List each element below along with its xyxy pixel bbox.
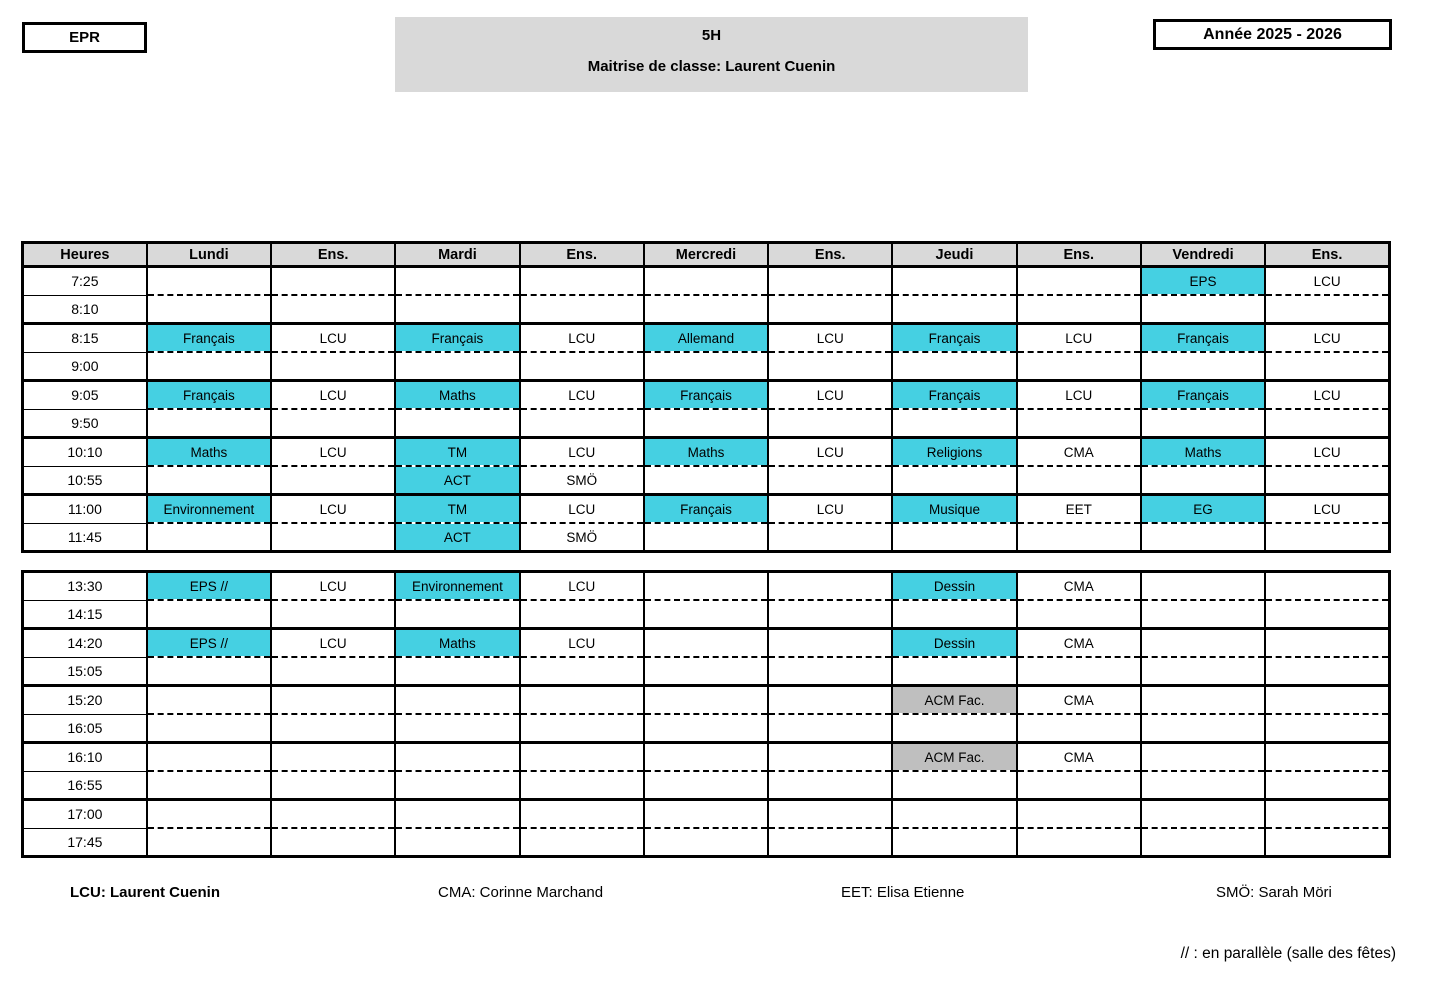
- period-start-row: [23, 743, 1390, 772]
- teacher-cell: EET: [1017, 495, 1141, 524]
- column-header: Lundi: [147, 243, 271, 267]
- column-header: Mercredi: [644, 243, 768, 267]
- subject-cell: Français: [892, 324, 1016, 353]
- subject-cell: Maths: [644, 438, 768, 467]
- subject-cell: Français: [395, 324, 519, 353]
- subject-cell: [892, 771, 1016, 800]
- teacher-cell: [768, 352, 892, 381]
- subject-cell: ACT: [395, 466, 519, 495]
- subject-cell: [1141, 523, 1265, 552]
- subject-cell: [1141, 466, 1265, 495]
- subject-cell: Maths: [395, 381, 519, 410]
- teacher-cell: LCU: [271, 629, 395, 658]
- period-end-row: [23, 714, 1390, 743]
- teacher-cell: [1017, 352, 1141, 381]
- subject-cell: EPS //: [147, 572, 271, 601]
- subject-cell: [892, 657, 1016, 686]
- teacher-cell: [1017, 466, 1141, 495]
- teacher-cell: [768, 771, 892, 800]
- subject-cell: Environnement: [147, 495, 271, 524]
- column-header: Ens.: [768, 243, 892, 267]
- column-header: Jeudi: [892, 243, 1016, 267]
- school-year-box: [1153, 19, 1392, 50]
- subject-cell: Dessin: [892, 572, 1016, 601]
- period-start-row: [23, 572, 1390, 601]
- teacher-cell: [768, 714, 892, 743]
- legend-lcu: LCU: Laurent Cuenin: [70, 884, 220, 901]
- teacher-cell: LCU: [1265, 267, 1389, 296]
- legend-smo: SMÖ: Sarah Möri: [1216, 884, 1332, 901]
- teacher-cell: SMÖ: [520, 523, 644, 552]
- subject-cell: [395, 828, 519, 857]
- subject-cell: [892, 295, 1016, 324]
- subject-cell: [147, 771, 271, 800]
- class-name: 5H: [701, 27, 722, 44]
- time-cell: 16:05: [23, 714, 147, 743]
- subject-cell: [644, 600, 768, 629]
- teacher-cell: [768, 295, 892, 324]
- teacher-cell: [1265, 572, 1389, 601]
- legend-eet: EET: Elisa Etienne: [841, 884, 965, 901]
- subject-cell: Français: [644, 495, 768, 524]
- period-start-row: [23, 324, 1390, 353]
- time-cell: 15:20: [23, 686, 147, 715]
- teacher-cell: [520, 352, 644, 381]
- teacher-cell: CMA: [1017, 438, 1141, 467]
- subject-cell: Maths: [147, 438, 271, 467]
- time-cell: 8:10: [23, 295, 147, 324]
- teacher-cell: SMÖ: [520, 466, 644, 495]
- teacher-cell: [1017, 267, 1141, 296]
- period-start-row: [23, 267, 1390, 296]
- period-end-row: [23, 828, 1390, 857]
- school-year-label: Année 2025 - 2026: [1203, 25, 1342, 43]
- time-cell: 11:45: [23, 523, 147, 552]
- teacher-cell: [1265, 352, 1389, 381]
- teacher-cell: [1265, 743, 1389, 772]
- subject-cell: [1141, 600, 1265, 629]
- teacher-cell: [768, 409, 892, 438]
- period-end-row: [23, 295, 1390, 324]
- subject-cell: [644, 352, 768, 381]
- subject-cell: [147, 600, 271, 629]
- teacher-cell: [1265, 409, 1389, 438]
- teacher-cell: LCU: [271, 381, 395, 410]
- teacher-cell: CMA: [1017, 572, 1141, 601]
- teacher-cell: [520, 267, 644, 296]
- period-end-row: [23, 466, 1390, 495]
- time-cell: 17:00: [23, 800, 147, 829]
- subject-cell: [644, 572, 768, 601]
- teacher-cell: [1265, 800, 1389, 829]
- subject-cell: [644, 267, 768, 296]
- teacher-cell: [271, 743, 395, 772]
- subject-cell: ACM Fac.: [892, 686, 1016, 715]
- teacher-cell: [768, 629, 892, 658]
- teacher-cell: [271, 523, 395, 552]
- column-header: Ens.: [271, 243, 395, 267]
- time-cell: 9:50: [23, 409, 147, 438]
- subject-cell: [892, 523, 1016, 552]
- subject-cell: [644, 828, 768, 857]
- subject-cell: [395, 686, 519, 715]
- teacher-cell: [1017, 771, 1141, 800]
- teacher-cell: [271, 686, 395, 715]
- subject-cell: [644, 629, 768, 658]
- teacher-cell: [1265, 686, 1389, 715]
- subject-cell: [1141, 657, 1265, 686]
- subject-cell: [644, 523, 768, 552]
- column-header: Ens.: [1017, 243, 1141, 267]
- subject-cell: EPS: [1141, 267, 1265, 296]
- subject-cell: Français: [1141, 381, 1265, 410]
- teacher-cell: LCU: [520, 381, 644, 410]
- teacher-cell: LCU: [1265, 438, 1389, 467]
- subject-cell: Dessin: [892, 629, 1016, 658]
- column-header: Vendredi: [1141, 243, 1265, 267]
- teacher-cell: LCU: [520, 495, 644, 524]
- teacher-cell: CMA: [1017, 743, 1141, 772]
- teacher-cell: [1017, 714, 1141, 743]
- subject-cell: Allemand: [644, 324, 768, 353]
- teacher-cell: [1265, 828, 1389, 857]
- subject-cell: [147, 686, 271, 715]
- subject-cell: [147, 295, 271, 324]
- teacher-cell: [271, 657, 395, 686]
- teacher-cell: [271, 295, 395, 324]
- teacher-cell: [768, 572, 892, 601]
- subject-cell: [1141, 352, 1265, 381]
- subject-cell: [1141, 800, 1265, 829]
- teacher-cell: LCU: [1265, 324, 1389, 353]
- period-start-row: [23, 629, 1390, 658]
- subject-cell: [644, 409, 768, 438]
- epr-box: [22, 22, 147, 53]
- teacher-cell: [1265, 629, 1389, 658]
- subject-cell: ACM Fac.: [892, 743, 1016, 772]
- teacher-cell: [271, 828, 395, 857]
- subject-cell: [1141, 409, 1265, 438]
- teacher-cell: LCU: [271, 324, 395, 353]
- teacher-cell: [768, 466, 892, 495]
- subject-cell: Maths: [1141, 438, 1265, 467]
- subject-cell: [395, 352, 519, 381]
- teacher-cell: LCU: [768, 324, 892, 353]
- teacher-cell: [271, 466, 395, 495]
- teacher-cell: [520, 409, 644, 438]
- subject-cell: Français: [147, 381, 271, 410]
- time-cell: 9:05: [23, 381, 147, 410]
- period-end-row: [23, 657, 1390, 686]
- teacher-cell: [768, 686, 892, 715]
- teacher-cell: LCU: [1017, 381, 1141, 410]
- subject-cell: ACT: [395, 523, 519, 552]
- subject-cell: [395, 295, 519, 324]
- period-end-row: [23, 771, 1390, 800]
- teacher-cell: [271, 714, 395, 743]
- time-cell: 13:30: [23, 572, 147, 601]
- subject-cell: [644, 800, 768, 829]
- time-cell: 10:55: [23, 466, 147, 495]
- subject-cell: [395, 267, 519, 296]
- subject-cell: [147, 714, 271, 743]
- subject-cell: [644, 743, 768, 772]
- teacher-cell: [520, 686, 644, 715]
- subject-cell: [395, 714, 519, 743]
- teacher-cell: [1017, 828, 1141, 857]
- teacher-cell: [271, 352, 395, 381]
- teacher-cell: LCU: [1017, 324, 1141, 353]
- teacher-cell: [271, 409, 395, 438]
- period-end-row: [23, 600, 1390, 629]
- subject-cell: TM: [395, 495, 519, 524]
- schedule-header-row: [23, 243, 1390, 267]
- time-cell: 16:55: [23, 771, 147, 800]
- teacher-cell: [1017, 600, 1141, 629]
- subject-cell: [1141, 714, 1265, 743]
- subject-cell: Religions: [892, 438, 1016, 467]
- subject-cell: [892, 352, 1016, 381]
- period-end-row: [23, 523, 1390, 552]
- time-cell: 14:15: [23, 600, 147, 629]
- subject-cell: [147, 352, 271, 381]
- teacher-cell: LCU: [1265, 495, 1389, 524]
- legend-cma: CMA: Corinne Marchand: [438, 884, 604, 901]
- teacher-cell: LCU: [520, 629, 644, 658]
- time-cell: 16:10: [23, 743, 147, 772]
- period-start-row: [23, 686, 1390, 715]
- teacher-cell: [520, 771, 644, 800]
- period-start-row: [23, 495, 1390, 524]
- teacher-cell: [1017, 800, 1141, 829]
- teacher-cell: [1017, 657, 1141, 686]
- subject-cell: Français: [1141, 324, 1265, 353]
- teacher-cell: [271, 267, 395, 296]
- teacher-cell: [520, 828, 644, 857]
- subject-cell: [644, 466, 768, 495]
- subject-cell: [644, 657, 768, 686]
- teacher-cell: [1265, 657, 1389, 686]
- subject-cell: Français: [892, 381, 1016, 410]
- subject-cell: [147, 743, 271, 772]
- subject-cell: Maths: [395, 629, 519, 658]
- subject-cell: [644, 686, 768, 715]
- time-cell: 7:25: [23, 267, 147, 296]
- subject-cell: EPS //: [147, 629, 271, 658]
- teacher-cell: [520, 295, 644, 324]
- parallel-footnote: // : en parallèle (salle des fêtes): [1180, 945, 1396, 962]
- teacher-cell: [768, 600, 892, 629]
- teacher-cell: [271, 771, 395, 800]
- time-cell: 14:20: [23, 629, 147, 658]
- subject-cell: [395, 771, 519, 800]
- teacher-cell: [1265, 714, 1389, 743]
- subject-cell: [1141, 572, 1265, 601]
- subject-cell: [147, 523, 271, 552]
- subject-cell: [147, 409, 271, 438]
- teacher-cell: [768, 828, 892, 857]
- subject-cell: EG: [1141, 495, 1265, 524]
- subject-cell: [1141, 771, 1265, 800]
- teacher-cell: [1017, 295, 1141, 324]
- subject-cell: [147, 466, 271, 495]
- time-cell: 15:05: [23, 657, 147, 686]
- column-header: Ens.: [520, 243, 644, 267]
- teacher-cell: LCU: [271, 572, 395, 601]
- teacher-cell: LCU: [520, 438, 644, 467]
- teacher-cell: LCU: [768, 495, 892, 524]
- teacher-cell: LCU: [271, 495, 395, 524]
- subject-cell: [1141, 295, 1265, 324]
- subject-cell: [644, 714, 768, 743]
- time-cell: 10:10: [23, 438, 147, 467]
- teacher-cell: LCU: [768, 438, 892, 467]
- period-start-row: [23, 381, 1390, 410]
- subject-cell: [1141, 743, 1265, 772]
- teacher-cell: [768, 267, 892, 296]
- teacher-cell: LCU: [768, 381, 892, 410]
- subject-cell: TM: [395, 438, 519, 467]
- period-start-row: [23, 800, 1390, 829]
- period-end-row: [23, 352, 1390, 381]
- subject-cell: [644, 771, 768, 800]
- subject-cell: [1141, 629, 1265, 658]
- teacher-cell: [768, 743, 892, 772]
- subject-cell: Musique: [892, 495, 1016, 524]
- teacher-cell: [271, 600, 395, 629]
- epr-label: EPR: [69, 29, 100, 46]
- subject-cell: [395, 800, 519, 829]
- teacher-cell: [1265, 771, 1389, 800]
- maitrise-label: Maitrise de classe: Laurent Cuenin: [587, 58, 836, 75]
- teacher-cell: [520, 743, 644, 772]
- teacher-cell: LCU: [520, 324, 644, 353]
- subject-cell: [395, 743, 519, 772]
- time-cell: 8:15: [23, 324, 147, 353]
- period-end-row: [23, 409, 1390, 438]
- time-cell: 17:45: [23, 828, 147, 857]
- teacher-cell: [1017, 409, 1141, 438]
- teacher-cell: [520, 714, 644, 743]
- teacher-cell: CMA: [1017, 686, 1141, 715]
- subject-cell: [395, 409, 519, 438]
- time-cell: 11:00: [23, 495, 147, 524]
- afternoon-schedule-table: [21, 570, 1391, 858]
- subject-cell: [395, 657, 519, 686]
- time-cell: 9:00: [23, 352, 147, 381]
- subject-cell: [1141, 828, 1265, 857]
- subject-cell: [147, 657, 271, 686]
- subject-cell: [892, 714, 1016, 743]
- teacher-cell: [1265, 600, 1389, 629]
- subject-cell: Environnement: [395, 572, 519, 601]
- teacher-cell: [520, 600, 644, 629]
- subject-cell: [892, 409, 1016, 438]
- subject-cell: [892, 800, 1016, 829]
- period-start-row: [23, 438, 1390, 467]
- teacher-cell: [1265, 523, 1389, 552]
- teacher-cell: [271, 800, 395, 829]
- teacher-cell: [520, 800, 644, 829]
- subject-cell: [892, 267, 1016, 296]
- teacher-cell: [768, 657, 892, 686]
- subject-cell: [644, 295, 768, 324]
- subject-cell: Français: [644, 381, 768, 410]
- teacher-cell: [768, 523, 892, 552]
- subject-cell: [147, 828, 271, 857]
- teacher-cell: LCU: [520, 572, 644, 601]
- column-header: Ens.: [1265, 243, 1389, 267]
- class-title-block: [395, 17, 1028, 92]
- teacher-cell: [1265, 295, 1389, 324]
- teacher-cell: LCU: [271, 438, 395, 467]
- subject-cell: Français: [147, 324, 271, 353]
- column-header: Heures: [23, 243, 147, 267]
- subject-cell: [892, 466, 1016, 495]
- subject-cell: [892, 600, 1016, 629]
- teacher-cell: CMA: [1017, 629, 1141, 658]
- teacher-cell: [1265, 466, 1389, 495]
- subject-cell: [395, 600, 519, 629]
- teacher-cell: [1017, 523, 1141, 552]
- column-header: Mardi: [395, 243, 519, 267]
- morning-schedule-table: [21, 241, 1391, 553]
- teacher-cell: [768, 800, 892, 829]
- teacher-cell: LCU: [1265, 381, 1389, 410]
- subject-cell: [892, 828, 1016, 857]
- subject-cell: [147, 800, 271, 829]
- subject-cell: [1141, 686, 1265, 715]
- teacher-cell: [520, 657, 644, 686]
- subject-cell: [147, 267, 271, 296]
